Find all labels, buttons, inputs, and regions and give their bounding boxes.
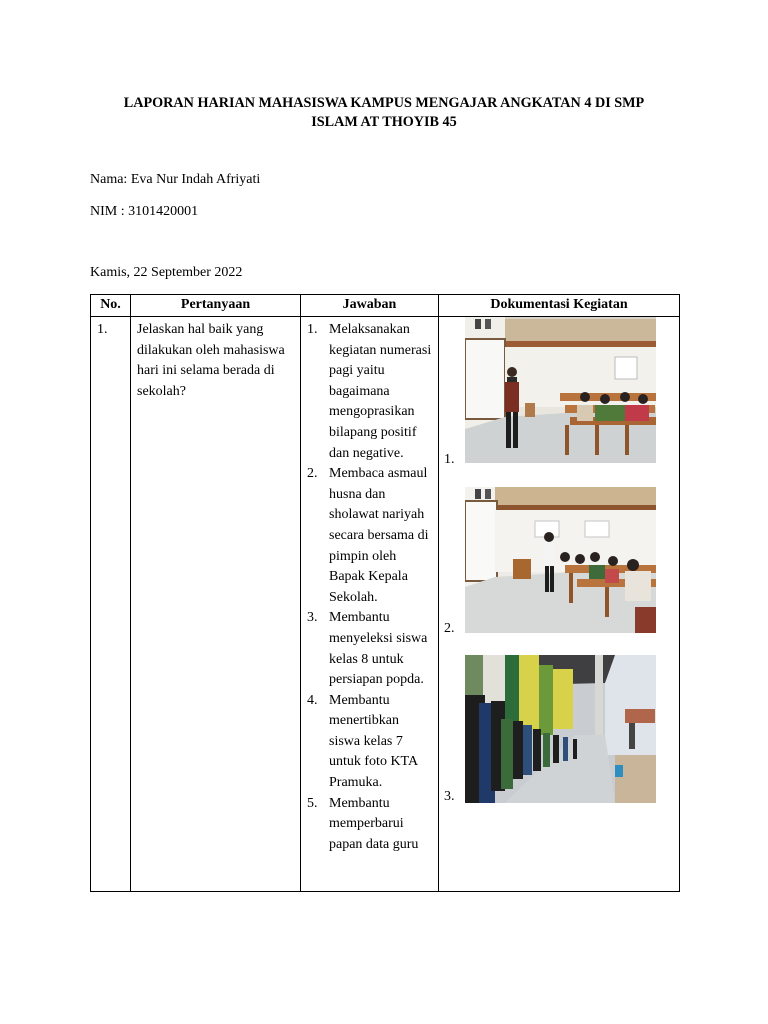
answer-text: Membantu menertibkan siswa kelas 7 untuk foto KTA Pramuka. (329, 692, 418, 791)
answer-item (307, 691, 432, 794)
report-date: Kamis, 22 September 2022 (90, 265, 243, 280)
table-row (91, 317, 680, 892)
answer-text: Membantu memperbarui papan data guru (329, 795, 419, 852)
answer-number: 4. (307, 692, 318, 708)
title-line-1: LAPORAN HARIAN MAHASISWA KAMPUS MENGAJAR ANGKATAN 4 DI SMP (123, 95, 645, 111)
header-question: Pertanyaan (131, 295, 301, 317)
header-answer: Jawaban (301, 295, 439, 317)
report-table (90, 294, 680, 892)
answer-cell (301, 317, 439, 892)
answer-text: Membantu menyeleksi siswa kelas 8 untuk persiapan popda. (329, 610, 428, 688)
answer-number: 1. (307, 322, 318, 337)
answer-item (307, 794, 432, 856)
answer-item (307, 320, 432, 464)
photo-teacher-whiteboard (465, 317, 656, 463)
answer-list (307, 320, 432, 855)
answer-item (307, 464, 432, 608)
photo-number: 3. (444, 789, 455, 804)
title-line-2: ISLAM AT THOYIB 45 (311, 114, 457, 130)
documentation-cell (439, 317, 680, 892)
answer-text: Melaksanakan kegiatan numerasi pagi yaitu bagaimana mengoprasikan bilapang positif dan negative. (329, 322, 432, 461)
document-title (90, 94, 678, 132)
answer-text: Membaca asmaul husna dan sholawat nariyah secara bersama di pimpin oleh Bapak Kepala Sekolah. (329, 466, 429, 605)
question-cell: Jelaskan hal baik yang dilakukan oleh mahasiswa hari ini selama berada di sekolah? (131, 317, 301, 892)
photo-number: 2. (444, 621, 455, 636)
answer-number: 3. (307, 610, 318, 626)
photo-number: 1. (444, 452, 455, 467)
table-header-row (91, 295, 680, 317)
photo-students-corridor (465, 655, 656, 803)
answer-item (307, 608, 432, 690)
photo-classroom-students (465, 487, 656, 633)
student-name: Nama: Eva Nur Indah Afriyati (90, 172, 261, 187)
row-number: 1. (91, 317, 131, 892)
header-no: No. (91, 295, 131, 317)
answer-number: 5. (307, 795, 318, 811)
header-docs: Dokumentasi Kegiatan (439, 295, 680, 317)
answer-number: 2. (307, 466, 318, 482)
student-nim: NIM : 3101420001 (90, 204, 199, 219)
